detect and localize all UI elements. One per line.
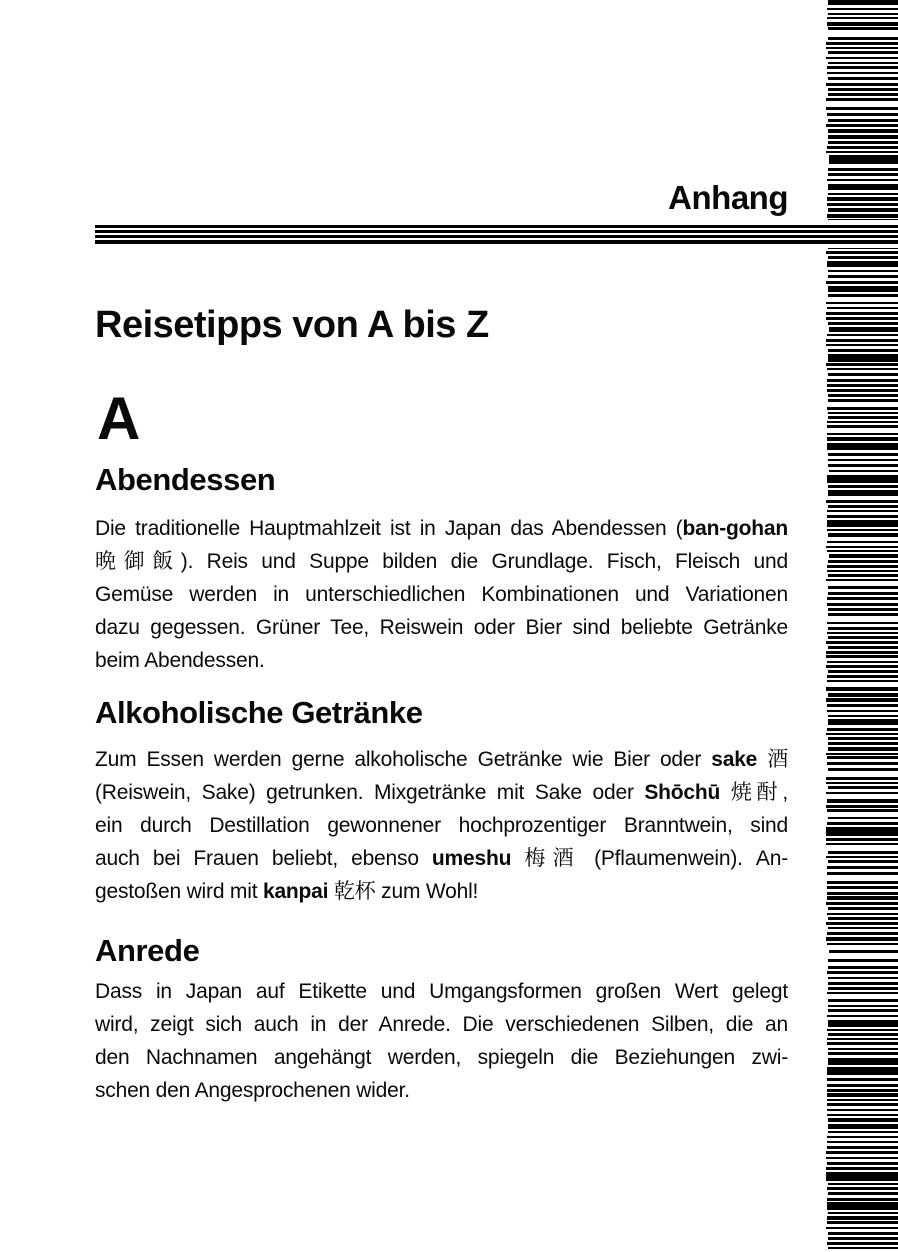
text-line: [95, 776, 788, 809]
text-run: auch bei Frauen beliebt, ebenso: [95, 847, 432, 870]
section-paragraph: [95, 975, 788, 1107]
text-run: Gemüse werden in unterschiedlichen Kombinationen und Variationen: [95, 583, 788, 606]
rule-line: [95, 235, 898, 238]
text-run: 晩御飯). Reis und Suppe bilden die Grundlage. Fisch, Fleisch und: [95, 550, 788, 573]
text-run: wird, zeigt sich auch in der Anrede. Die verschiedenen Silben, die an: [95, 1013, 788, 1036]
running-header: Anhang: [668, 179, 788, 216]
section-heading: Alkoholische Getränke: [95, 695, 423, 730]
glossary-term: umeshu: [431, 847, 512, 870]
text-run: Zum Essen werden gerne alkoholische Getränke wie Bier oder: [95, 748, 712, 771]
text-run: den Nachnamen angehängt werden, spiegeln die Beziehungen zwi-: [95, 1046, 788, 1069]
text-line: [95, 743, 788, 776]
text-run: 酒: [757, 748, 789, 771]
text-run: 焼酎,: [720, 781, 789, 804]
text-run: 梅酒 (Pflaumenwein). An-: [511, 847, 788, 870]
glossary-term: kanpai: [262, 880, 329, 903]
page-title: Reisetipps von A bis Z: [95, 304, 489, 347]
glossary-term: sake: [711, 748, 758, 771]
text-run: ein durch Destillation gewonnener hochprozentiger Branntwein, sind: [95, 814, 788, 837]
text-line: [95, 1008, 788, 1041]
header-rule: [95, 220, 898, 248]
text-line: [95, 809, 788, 842]
text-run: Die traditionelle Hauptmahlzeit ist in Japan das Abendessen (: [95, 517, 683, 540]
text-run: gestoßen wird mit: [95, 880, 263, 903]
text-run: dazu gegessen. Grüner Tee, Reiswein oder Bier sind beliebte Getränke: [95, 616, 788, 639]
rule-line: [95, 225, 898, 228]
text-line: [95, 842, 788, 875]
index-letter: A: [97, 385, 141, 452]
glossary-term: ban-gohan: [682, 517, 788, 540]
section-paragraph: [95, 743, 788, 908]
text-run: beim Abendessen.: [95, 649, 265, 672]
rule-line: [95, 240, 898, 244]
text-run: Dass in Japan auf Etikette und Umgangsformen großen Wert gelegt: [95, 980, 788, 1003]
page-edge-stripes: [826, 0, 898, 1252]
text-line: [95, 975, 788, 1008]
text-run: 乾杯 zum Wohl!: [328, 880, 479, 903]
text-line: [95, 875, 788, 908]
glossary-term: Shōchū: [644, 781, 721, 804]
text-line: [95, 1041, 788, 1074]
section-heading: Anrede: [95, 933, 200, 968]
text-run: schen den Angesprochenen wider.: [95, 1079, 410, 1102]
section-heading: Abendessen: [95, 462, 276, 497]
section-paragraph: [95, 512, 788, 677]
text-line: [95, 1074, 788, 1107]
text-line: [95, 611, 788, 644]
text-line: [95, 578, 788, 611]
text-run: (Reiswein, Sake) getrunken. Mixgetränke mit Sake oder: [95, 781, 645, 804]
text-line: [95, 512, 788, 545]
text-line: [95, 545, 788, 578]
rule-line: [95, 230, 898, 233]
text-line: [95, 644, 788, 677]
